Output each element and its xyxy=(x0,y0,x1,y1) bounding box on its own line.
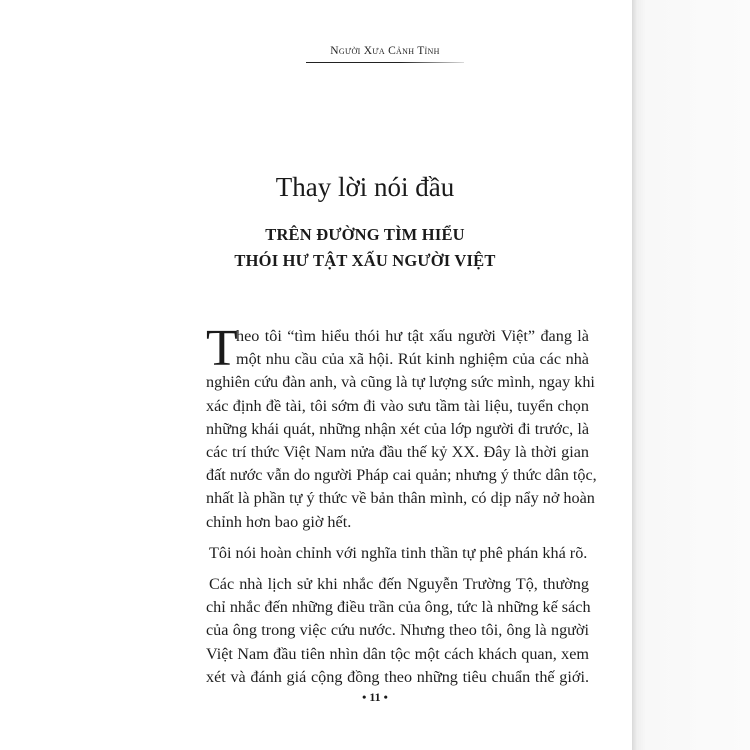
paragraph-1-line: nhất là phần tự ý thức về bản thân mình, có dịp nẩy nở hoàn xyxy=(206,489,595,508)
paragraph-3-line: Các nhà lịch sử khi nhắc đến Nguyễn Trường Tộ, thường xyxy=(209,575,589,594)
paragraph-3-line: của ông trong việc cứu nước. Nhưng theo tôi, ông là người xyxy=(206,621,589,640)
paragraph-3-line: Việt Nam đầu tiên nhìn dân tộc một cách khách quan, xem xyxy=(206,644,589,663)
drop-cap: T xyxy=(206,320,238,377)
paragraph-1-line: xác định đề tài, tôi sớm đi vào sưu tầm tài liệu, tuyển chọn xyxy=(206,396,589,415)
chapter-subtitle-line-1: TRÊN ĐƯỜNG TÌM HIỂU xyxy=(265,225,465,244)
paragraph-1-line: heo tôi “tìm hiểu thói hư tật xấu người Việt” đang là xyxy=(236,327,589,345)
chapter-title: Thay lời nói đầu xyxy=(275,172,455,202)
paragraph-3-line: xét và đánh giá cộng đồng theo những tiêu chuẩn thế giới. xyxy=(206,667,589,686)
paragraph-1-line: các trí thức Việt Nam nửa đầu thế kỷ XX. Đây là thời gian xyxy=(206,443,589,462)
body-text xyxy=(206,320,597,689)
running-header-title: Người Xưa Cảnh Tỉnh xyxy=(330,45,440,57)
paragraph-1-line: một nhu cầu của xã hội. Rút kinh nghiệm của các nhà xyxy=(236,350,589,369)
paragraph-1-line: đất nước vẫn do người Pháp cai quản; nhưng ý thức dân tộc, xyxy=(206,466,597,485)
chapter-subtitle-line-2: THÓI HƯ TẬT XẤU NGƯỜI VIỆT xyxy=(234,251,496,270)
paragraph-1-line: nghiên cứu đàn anh, và cũng là tự lượng sức mình, ngay khi xyxy=(206,373,595,392)
page-number: • 11 • xyxy=(362,690,388,704)
header-rule xyxy=(306,62,464,63)
page-edge-shadow xyxy=(632,0,750,750)
paragraph-3-line: chỉ nhắc đến những điều trần của ông, tức là những kế sách xyxy=(206,598,591,617)
paragraph-1-line: chỉnh hơn bao giờ hết. xyxy=(206,512,352,531)
paragraph-2: Tôi nói hoàn chỉnh với nghĩa tinh thần tự phê phán khá rõ. xyxy=(209,543,588,562)
paragraph-1-line: những khái quát, những nhận xét của lớp người đi trước, là xyxy=(206,419,589,438)
